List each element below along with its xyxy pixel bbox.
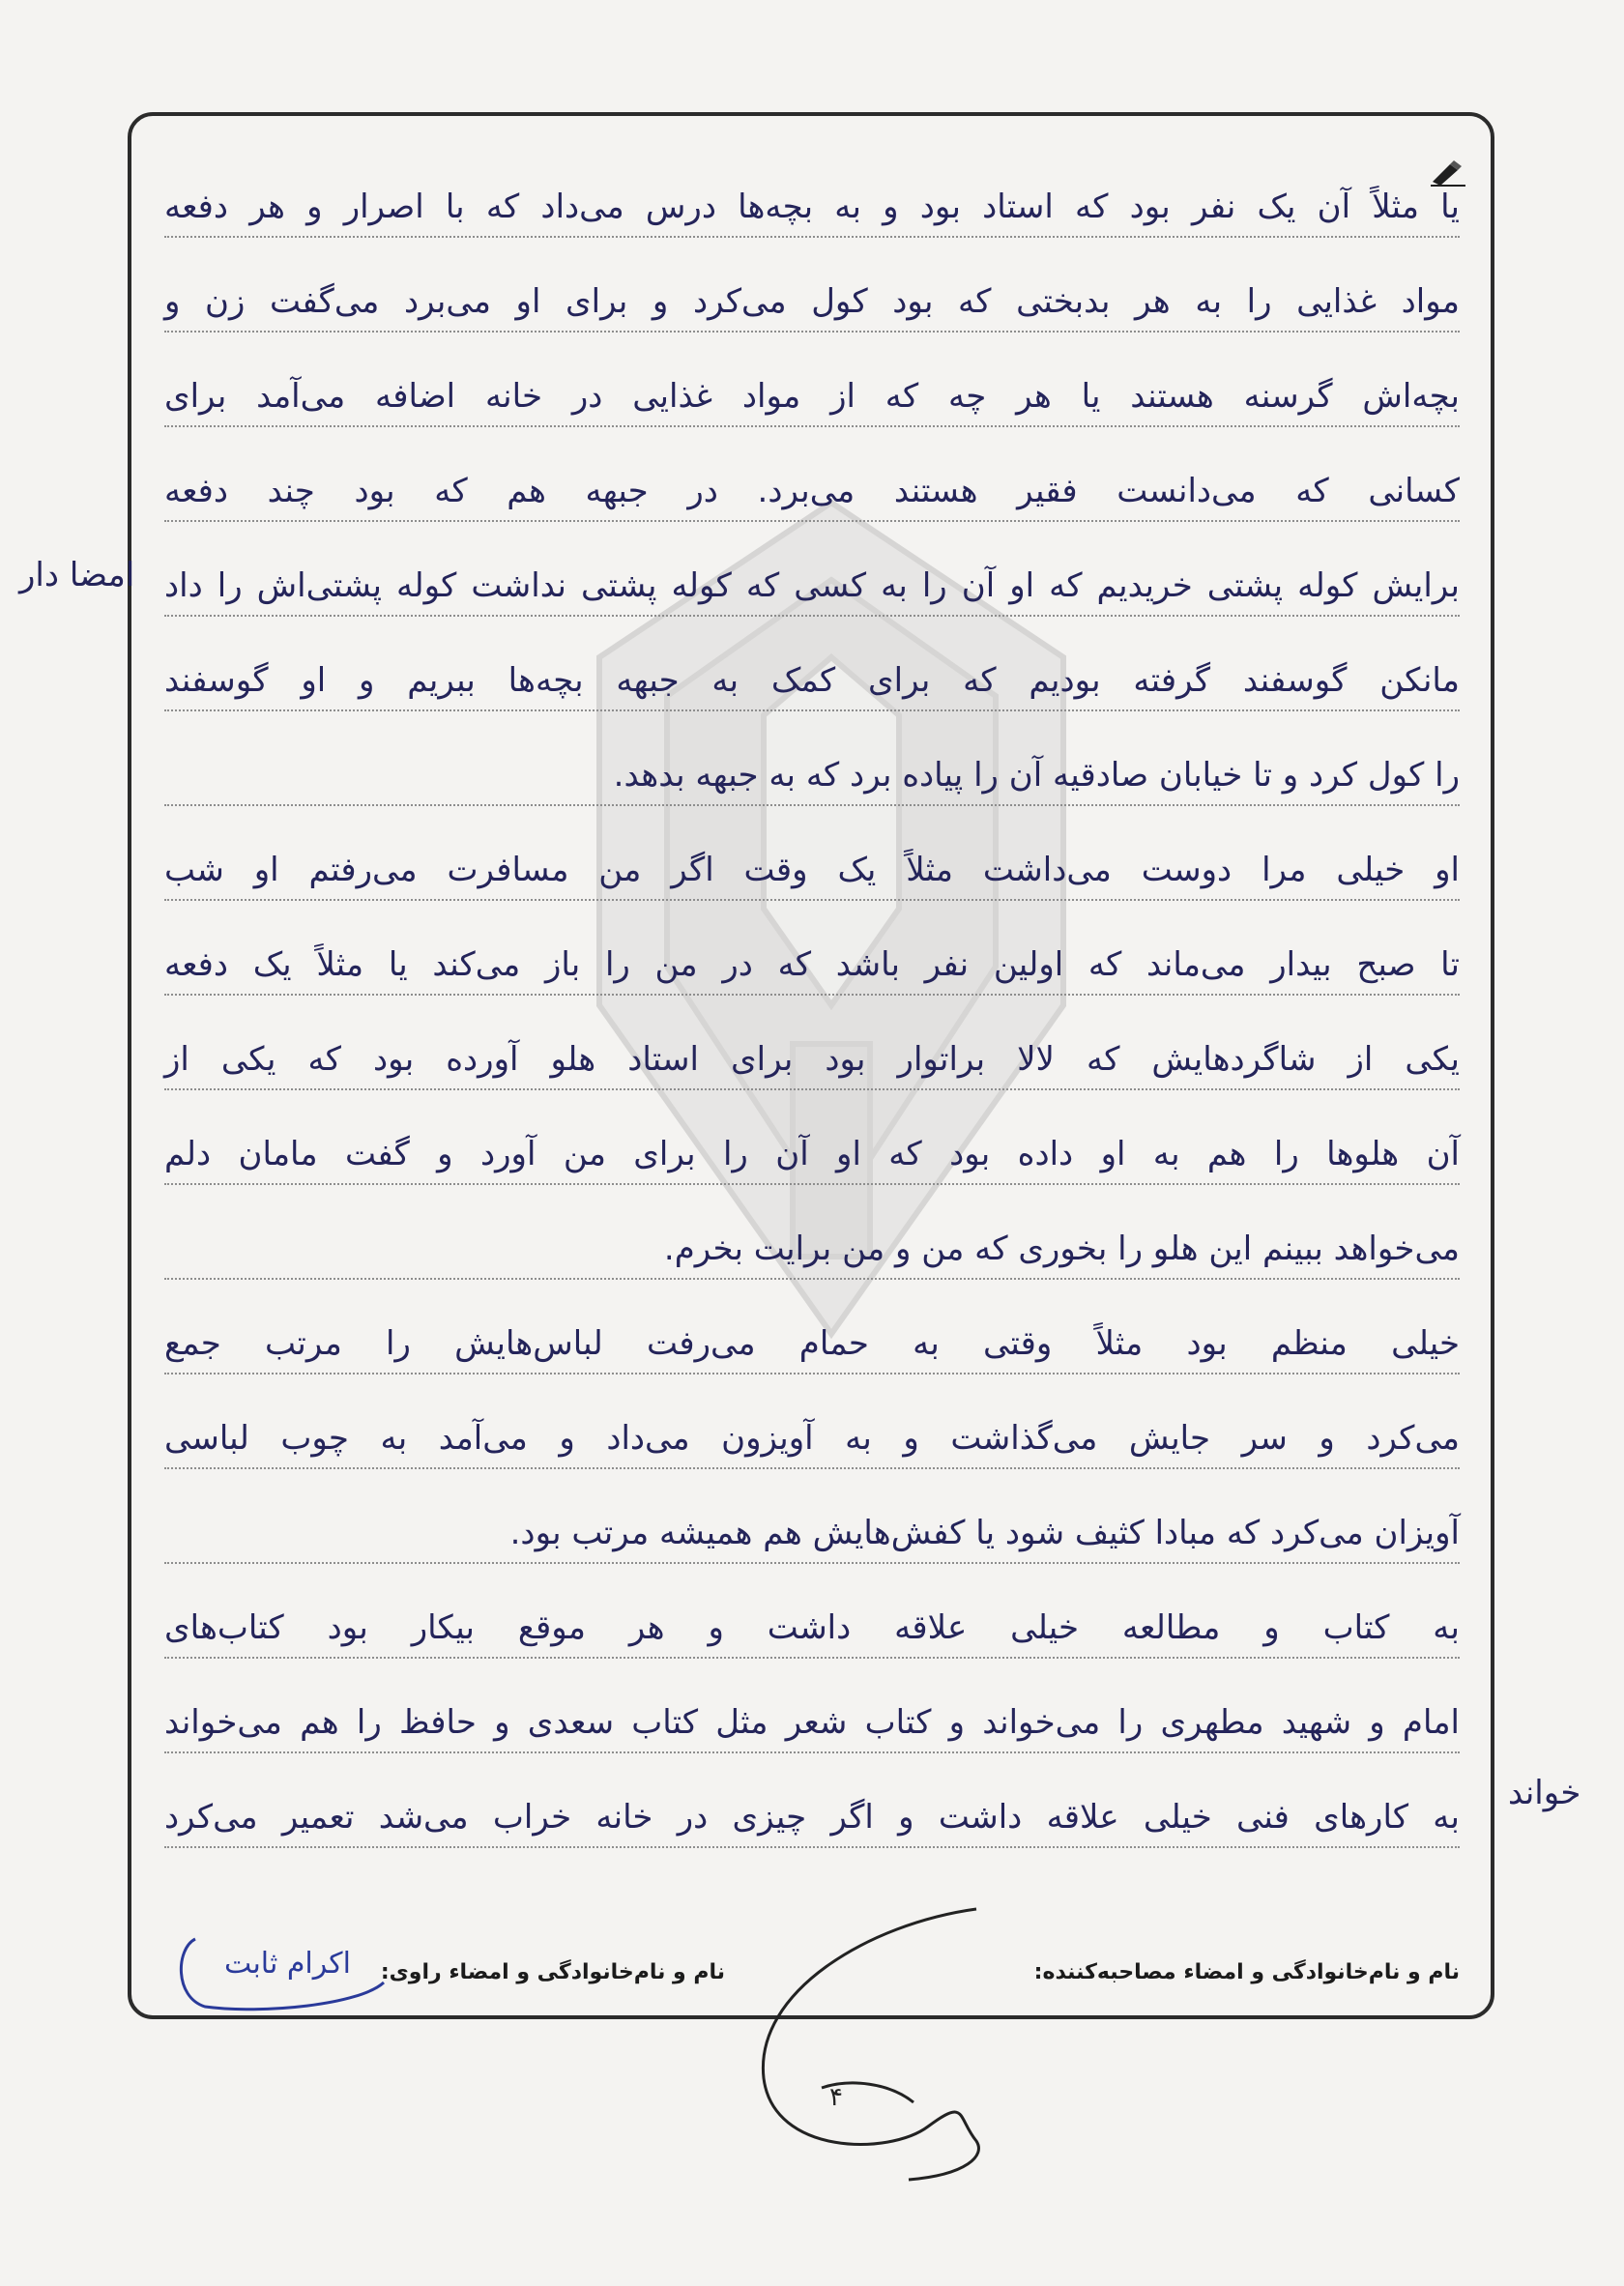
line-text: را کول کرد و تا خیابان صادقیه آن را پیاده برد که به جبهه بدهد.: [613, 756, 1460, 795]
text-line: [164, 145, 1460, 238]
interviewer-signature-label: نام و نام‌خانوادگی و امضاء مصاحبه‌کننده:: [1033, 1960, 1460, 1984]
text-line: [164, 1376, 1460, 1469]
line-text: خیلی منظم بود مثلاً وقتی به حمام می‌رفت لباس‌هایش را مرتب جمع: [164, 1324, 1460, 1363]
line-text: آویزان می‌کرد که مبادا کثیف شود یا کفش‌هایش هم همیشه مرتب بود.: [509, 1514, 1460, 1552]
line-text: تا صبح بیدار می‌ماند که اولین نفر باشد که در من را باز می‌کند یا مثلاً یک دفعه: [164, 945, 1460, 984]
line-text: یا مثلاً آن یک نفر بود که استاد بود و به بچه‌ها درس می‌داد که با اصرار و هر دفعه: [164, 188, 1460, 226]
text-line: [164, 1661, 1460, 1753]
text-line: [164, 713, 1460, 806]
text-line: [164, 619, 1460, 711]
text-line: [164, 903, 1460, 996]
text-line: [164, 1755, 1460, 1848]
line-text: آن هلوها را هم به او داده بود که او آن را برای من آورد و گفت مامان دلم: [164, 1135, 1460, 1173]
line-text: یکی از شاگردهایش که لالا براتوار بود برای استاد هلو آورده بود که یکی از: [164, 1040, 1460, 1079]
line-text: می‌کرد و سر جایش می‌گذاشت و به آویزون می‌داد و می‌آمد به چوب لباسی: [164, 1419, 1460, 1458]
line-text: به کتاب و مطالعه خیلی علاقه داشت و هر موقع بیکار بود کتاب‌های: [164, 1608, 1460, 1647]
handwritten-body: [164, 145, 1460, 1914]
text-line: [164, 808, 1460, 901]
text-line: [164, 1092, 1460, 1185]
line-text: برایش کوله پشتی خریدیم که او آن را به کسی که کوله پشتی نداشت کوله پشتی‌اش را داد: [164, 566, 1460, 605]
text-line: [164, 1566, 1460, 1659]
line-text: او خیلی مرا دوست می‌داشت مثلاً یک وقت اگر من مسافرت می‌رفتم او شب: [164, 851, 1460, 889]
page-number: ۴: [829, 2083, 843, 2112]
text-line: [164, 429, 1460, 522]
text-line: [164, 998, 1460, 1090]
narrator-name-signature: [166, 1929, 398, 2016]
narrator-signature-label: نام و نام‌خانوادگی و امضاء راوی:: [380, 1960, 725, 1984]
pen-icon: [1429, 159, 1467, 188]
line-text: کسانی که می‌دانست فقیر هستند می‌برد. در جبهه هم که بود چند دفعه: [164, 472, 1460, 510]
margin-note: خواند: [1508, 1774, 1581, 1812]
text-line: [164, 1471, 1460, 1564]
text-line: [164, 1282, 1460, 1374]
line-text: می‌خواهد ببینم این هلو را بخوری که من و من برایت بخرم.: [663, 1230, 1460, 1268]
line-text: مواد غذایی را به هر بدبختی که بود کول می‌کرد و برای او می‌برد می‌گفت زن و: [164, 282, 1460, 321]
text-line: [164, 524, 1460, 617]
margin-note: امضا دار: [19, 556, 135, 594]
line-text: مانکن گوسفند گرفته بودیم که برای کمک به جبهه بچه‌ها ببریم و او گوسفند: [164, 661, 1460, 700]
narrator-name: اکرام ثابت: [224, 1947, 351, 1981]
line-text: بچه‌اش گرسنه هستند یا هر چه که از مواد غذایی در خانه اضافه می‌آمد برای: [164, 377, 1460, 416]
text-line: [164, 240, 1460, 333]
line-text: به کارهای فنی خیلی علاقه داشت و اگر چیزی در خانه خراب می‌شد تعمیر می‌کرد: [164, 1798, 1460, 1837]
text-line: [164, 1187, 1460, 1280]
text-line: [164, 334, 1460, 427]
line-text: امام و شهید مطهری را می‌خواند و کتاب شعر مثل کتاب سعدی و حافظ را هم می‌خواند: [164, 1703, 1460, 1742]
